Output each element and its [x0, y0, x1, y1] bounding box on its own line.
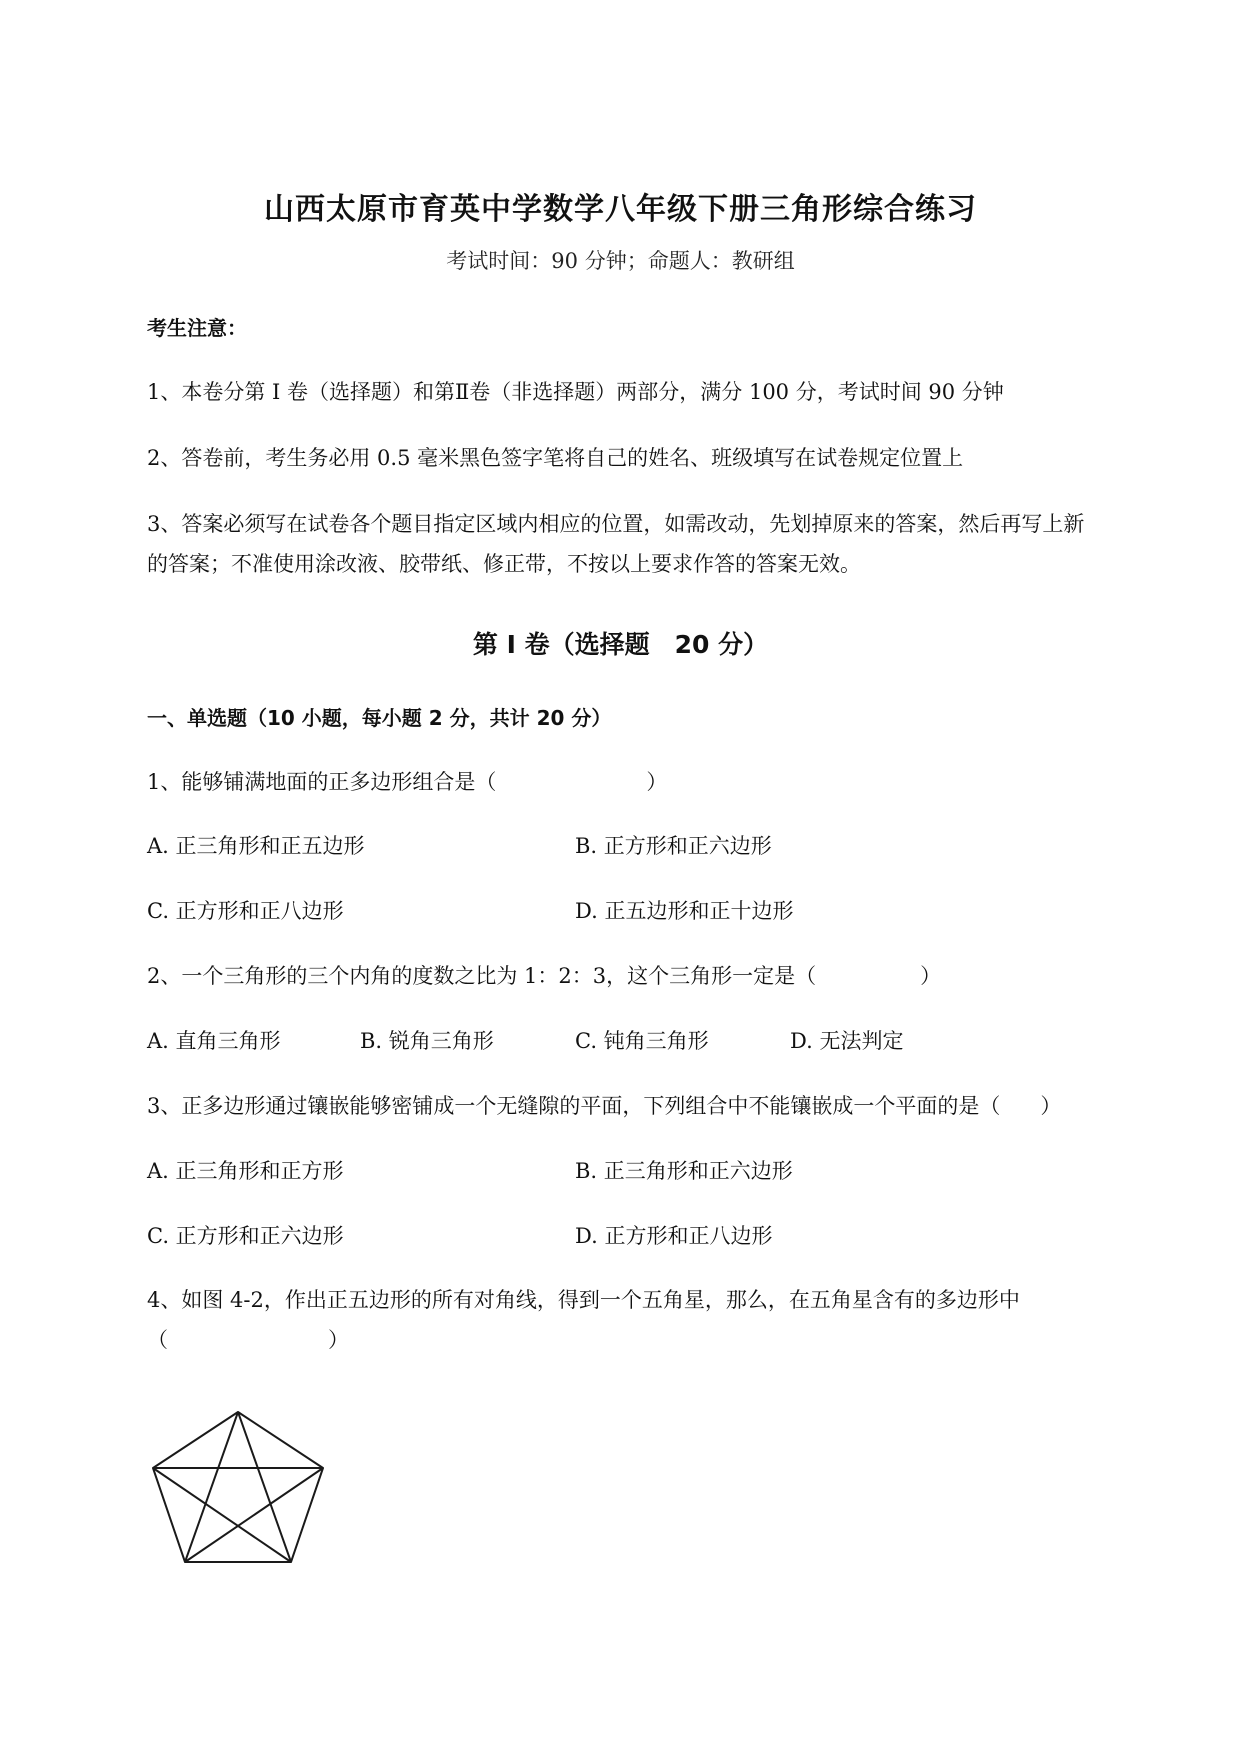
section-title: 第 I 卷（选择题 20 分） — [472, 630, 769, 659]
pentagon-with-diagonals-figure — [148, 1402, 328, 1572]
question-2-option-d: D. 无法判定 — [790, 1029, 904, 1053]
pentagon-outline — [153, 1412, 323, 1562]
question-4-paren-close: ） — [328, 1328, 349, 1352]
question-1-stem — [147, 768, 667, 796]
question-3-option-c: C. 正方形和正六边形 — [147, 1224, 344, 1248]
notice-item-3-continued: 的答案；不准使用涂改液、胶带纸、修正带，不按以上要求作答的答案无效。 — [147, 552, 861, 576]
notice-heading: 考生注意： — [147, 316, 247, 340]
question-4-paren-open: （ — [147, 1328, 168, 1352]
question-2-option-a: A. 直角三角形 — [147, 1029, 281, 1053]
diagonal-line — [238, 1412, 291, 1562]
question-1-option-d: D. 正五边形和正十边形 — [575, 899, 794, 923]
diagonal-line — [185, 1468, 323, 1562]
page-title: 山西太原市育英中学数学八年级下册三角形综合练习 — [264, 192, 977, 227]
question-3-stem — [147, 1092, 1061, 1120]
question-3-option-d: D. 正方形和正八边形 — [575, 1224, 773, 1248]
notice-item-3: 3、答案必须写在试卷各个题目指定区域内相应的位置，如需改动，先划掉原来的答案，然后再写上新 — [147, 512, 1085, 536]
exam-info: 考试时间：90 分钟；命题人：教研组 — [446, 249, 795, 273]
part-heading: 一、单选题（10 小题，每小题 2 分，共计 20 分） — [147, 706, 612, 730]
question-2-stem — [147, 962, 941, 990]
question-2-option-c: C. 钝角三角形 — [575, 1029, 709, 1053]
diagonal-line — [185, 1412, 238, 1562]
diagonal-line — [153, 1468, 291, 1562]
question-2-paren-close: ） — [920, 964, 942, 988]
question-4-stem-line2 — [147, 1326, 349, 1354]
question-3-text: 3、正多边形通过镶嵌能够密铺成一个无缝隙的平面，下列组合中不能镶嵌成一个平面的是（ — [147, 1094, 1001, 1118]
question-3-option-a: A. 正三角形和正方形 — [147, 1159, 344, 1183]
notice-item-2: 2、答卷前，考生务必用 0.5 毫米黑色签字笔将自己的姓名、班级填写在试卷规定位置上 — [147, 446, 964, 470]
question-4-stem: 4、如图 4-2，作出正五边形的所有对角线，得到一个五角星，那么，在五角星含有的多边形中 — [147, 1288, 1020, 1312]
question-3-paren-close: ） — [1040, 1094, 1062, 1118]
question-1-text: 1、能够铺满地面的正多边形组合是（ — [147, 770, 497, 794]
question-1-option-b: B. 正方形和正六边形 — [575, 834, 772, 858]
question-2-option-b: B. 锐角三角形 — [360, 1029, 494, 1053]
notice-item-1: 1、本卷分第 I 卷（选择题）和第Ⅱ卷（非选择题）两部分，满分 100 分，考试时间 90 分钟 — [147, 380, 1004, 404]
question-2-text: 2、一个三角形的三个内角的度数之比为 1：2：3，这个三角形一定是（ — [147, 964, 817, 988]
question-1-option-c: C. 正方形和正八边形 — [147, 899, 344, 923]
question-1-paren-close: ） — [646, 770, 668, 794]
question-3-option-b: B. 正三角形和正六边形 — [575, 1159, 793, 1183]
question-1-option-a: A. 正三角形和正五边形 — [147, 834, 365, 858]
